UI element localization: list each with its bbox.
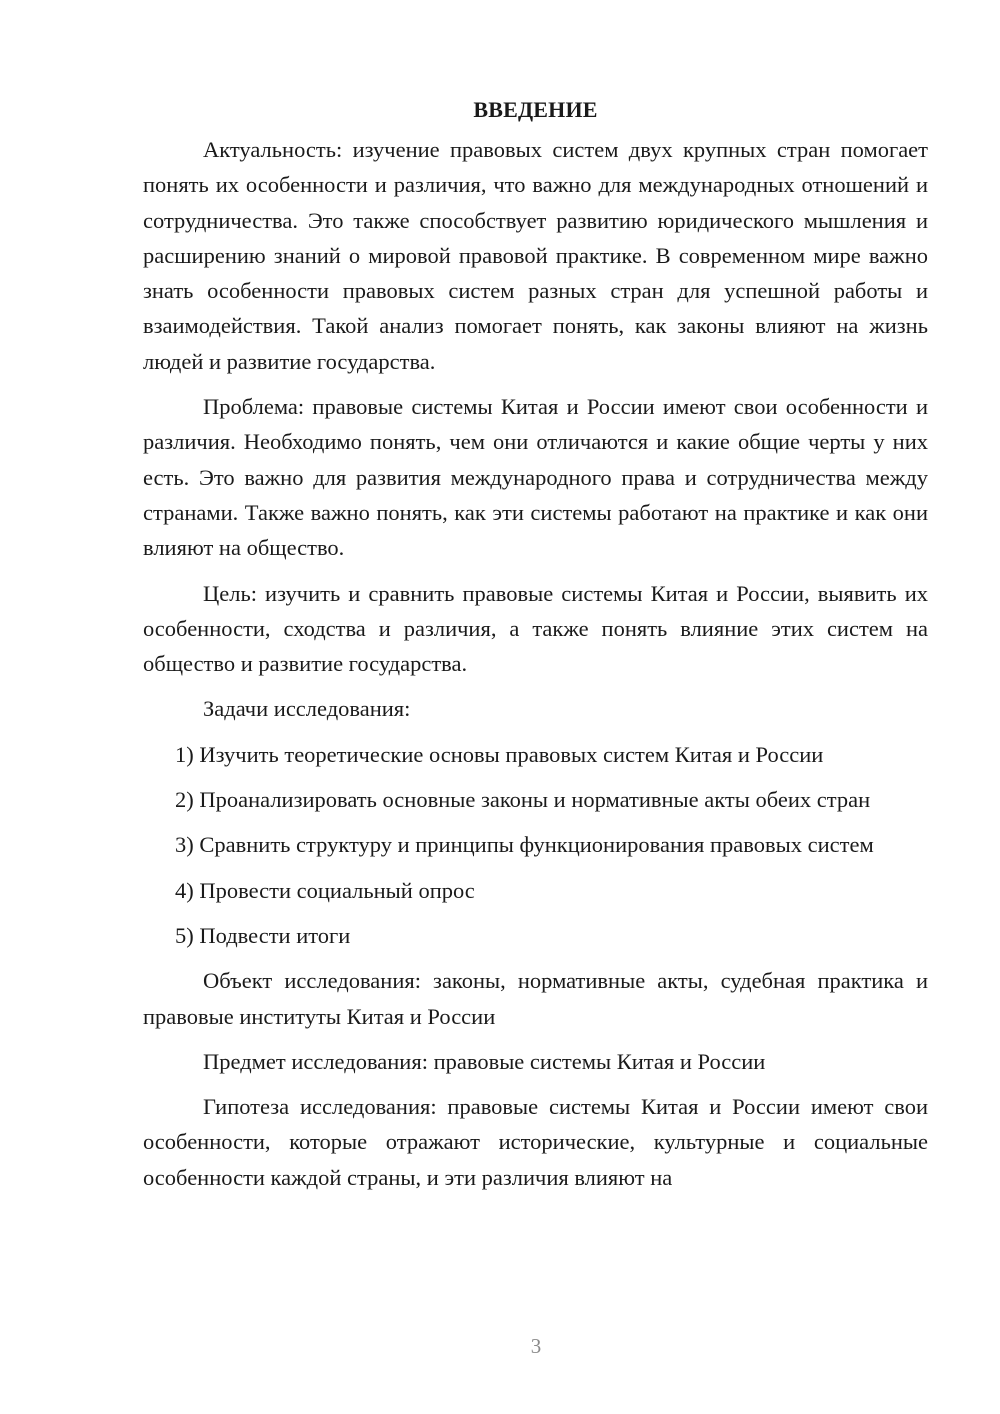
paragraph-goal: Цель: изучить и сравнить правовые системы Китая и России, выявить их особенности, сходства и различия, а также понять влияние этих систем на общество и развитие государства. <box>143 580 928 677</box>
task-item-3: 3) Сравнить структуру и принципы функционирования правовых систем <box>175 832 874 858</box>
paragraph-hypothesis: Гипотеза исследования: правовые системы Китая и России имеют свои особенности, которые отражают исторические, культурные и социальные особенности каждой страны, и эти различия влияют на <box>143 1094 928 1190</box>
paragraph-problem: Проблема: правовые системы Китая и России имеют свои особенности и различия. Необходимо понять, чем они отличаются и какие общие черты у них есть. Это важно для развития международного права и сотрудничества между странами. Также важно понять, как эти системы работают на практике и как они влияют на общество. <box>143 394 928 561</box>
task-item-1: 1) Изучить теоретические основы правовых систем Китая и России <box>175 741 824 767</box>
page-number: 3 <box>530 1334 542 1358</box>
tasks-heading: Задачи исследования: <box>203 696 411 722</box>
task-item-4: 4) Провести социальный опрос <box>175 877 475 903</box>
page-body <box>143 92 928 1205</box>
paragraph-subject: Предмет исследования: правовые системы Китая и России <box>203 1048 766 1074</box>
paragraph-object: Объект исследования: законы, нормативные акты, судебная практика и правовые институты Китая и России <box>143 968 928 1029</box>
task-item-5: 5) Подвести итоги <box>175 922 351 948</box>
paragraph-relevance: Актуальность: изучение правовых систем двух крупных стран помогает понять их особенности и различия, что важно для международных отношений и сотрудничества. Это также способствует развитию юридического мышления и расширению знаний о мировой правовой практике. В современном мире важно знать особенности правовых систем разных стран для успешной работы и взаимодействия. Такой анализ помогает понять, как законы влияют на жизнь людей и развитие государства. <box>143 137 928 374</box>
section-heading: ВВЕДЕНИЕ <box>473 97 598 122</box>
task-item-2: 2) Проанализировать основные законы и нормативные акты обеих стран <box>175 787 871 813</box>
